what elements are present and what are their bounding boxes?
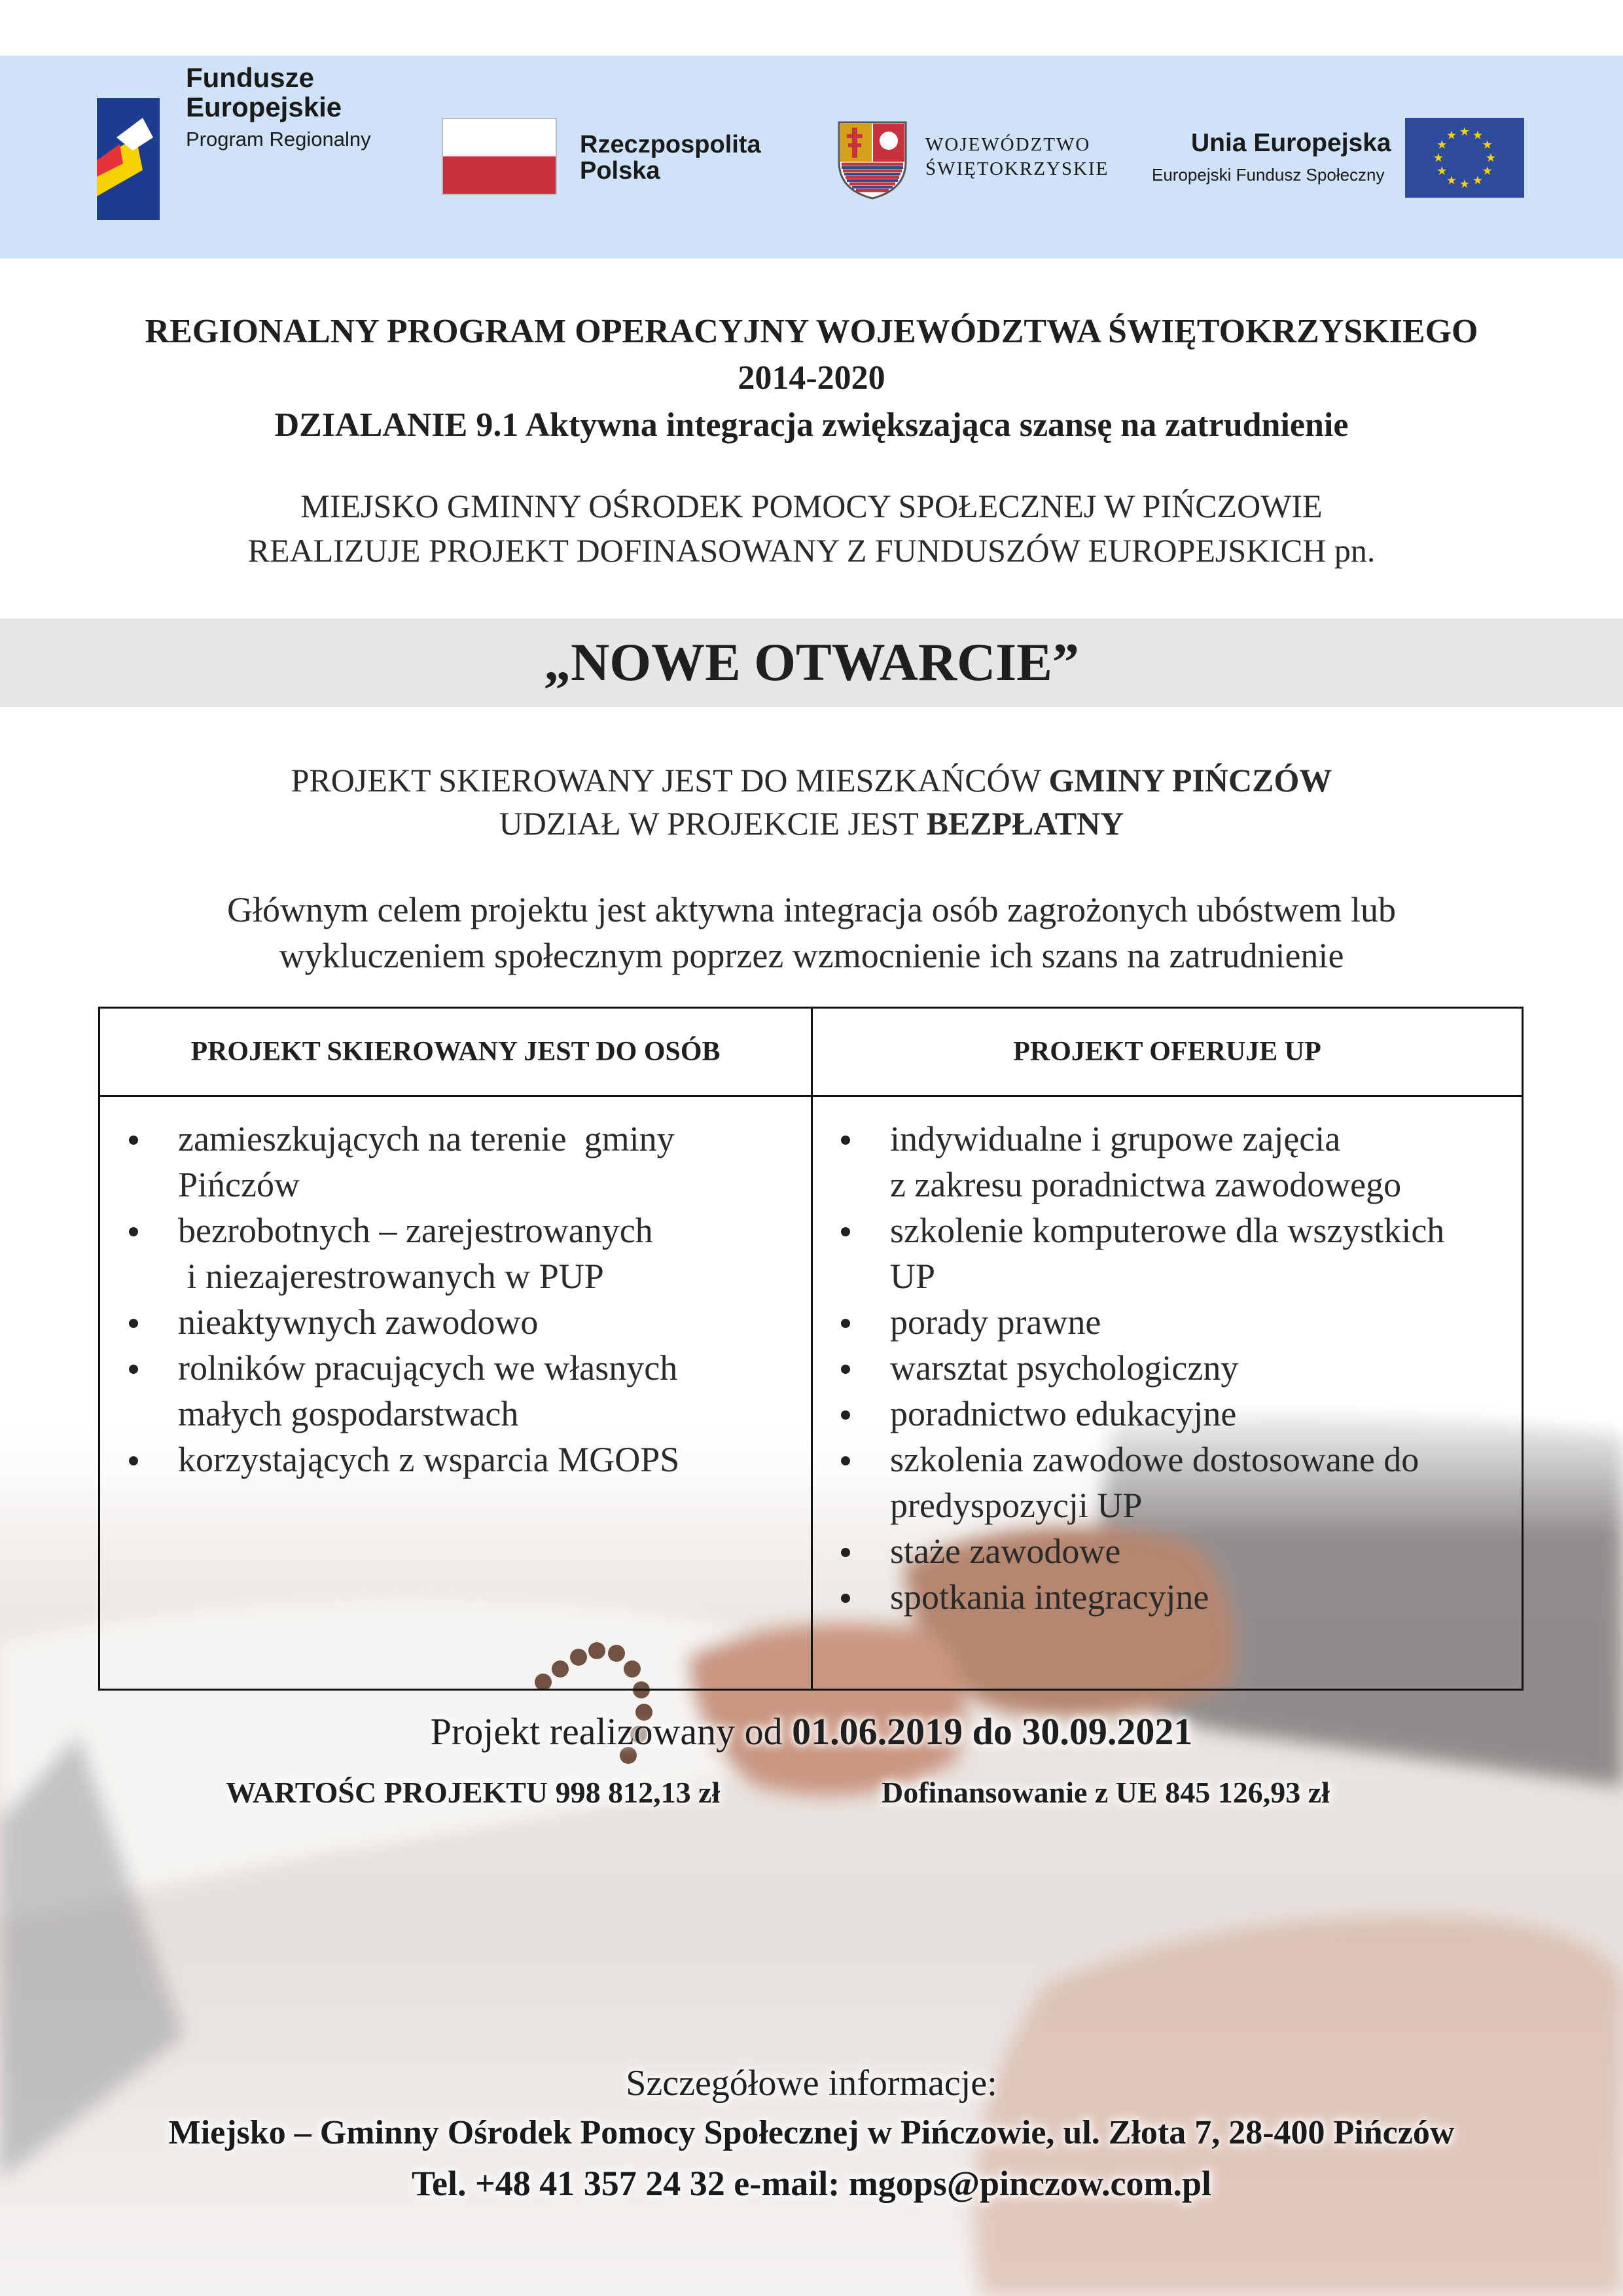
offer-item: [810, 1345, 1444, 1391]
period-dates: 01.06.2019 do 30.09.2021: [792, 1710, 1193, 1753]
intro-line1: [0, 761, 1623, 799]
swietokrzyskie-coat-of-arms-icon: [838, 121, 907, 200]
target-group-item: [98, 1299, 679, 1345]
offer-item: [810, 1299, 1444, 1345]
wojewodztwo-line1: WOJEWÓDZTWO: [925, 134, 1091, 155]
eu-star-icon: ★: [1433, 151, 1444, 164]
fundusze-line3: Program Regionalny: [186, 128, 371, 151]
offer-item: [810, 1116, 1444, 1208]
offer-item: [810, 1391, 1444, 1437]
offer-list: [810, 1116, 1444, 1620]
info-title: Szczegółowe informacje:: [626, 2063, 997, 2104]
intro-line2-text: UDZIAŁ W PROJEKCIE JEST: [499, 805, 927, 842]
offer-item: [810, 1437, 1444, 1528]
org-line1: MIEJSKO GMINNY OŚRODEK POMOCY SPOŁECZNEJ W PIŃCZOWIE: [300, 488, 1323, 524]
program-title: REGIONALNY PROGRAM OPERACYJNY WOJEWÓDZTWA ŚWIĘTOKRZYSKIEGO: [145, 313, 1478, 350]
target-group-item-line: zamieszkujących na terenie gminy: [178, 1119, 675, 1158]
offer-item-line: predyspozycji UP: [890, 1486, 1143, 1525]
eu-star-icon: ★: [1485, 151, 1497, 164]
eu-cofinancing: Dofinansowanie z UE 845 126,93 zł: [882, 1776, 1330, 1809]
offer-item-line: porady prawne: [890, 1302, 1101, 1342]
project-name: „NOWE OTWARCIE”: [544, 632, 1079, 692]
offer-item: [810, 1528, 1444, 1574]
offer-item-line: UP: [890, 1257, 936, 1296]
period-label: Projekt realizowany od: [430, 1710, 793, 1753]
eu-star-icon: ★: [1446, 128, 1457, 142]
goal-line1: Głównym celem projektu jest aktywna integracja osób zagrożonych ubóstwem lub: [226, 890, 1396, 929]
target-group-item-line: rolników pracujących we własnych: [178, 1348, 678, 1388]
unia-line2: Europejski Fundusz Społeczny: [1152, 165, 1385, 185]
rzeczpospolita-line2: Polska: [580, 157, 660, 185]
project-period: [0, 1710, 1623, 1754]
target-group-item-line: i niezajerestrowanych w PUP: [178, 1257, 604, 1296]
offer-item-line: z zakresu poradnictwa zawodowego: [890, 1165, 1402, 1204]
org-line2: REALIZUJE PROJEKT DOFINASOWANY Z FUNDUSZÓW EUROPEJSKICH pn.: [247, 532, 1376, 569]
offer-item-line: staże zawodowe: [890, 1532, 1121, 1571]
eu-star-icon: ★: [1482, 138, 1493, 151]
offer-item: [810, 1208, 1444, 1299]
polish-flag-icon: [442, 118, 557, 195]
offer-item-line: spotkania integracyjne: [890, 1577, 1209, 1617]
info-contact: Tel. +48 41 357 24 32 e-mail: mgops@pinczow.com.pl: [412, 2164, 1211, 2203]
intro-line1-bold: GMINY PIŃCZÓW: [1048, 762, 1332, 798]
rzeczpospolita-line1: Rzeczpospolita: [580, 131, 761, 158]
intro-line2-bold: BEZPŁATNY: [926, 805, 1124, 842]
info-address: Miejsko – Gminny Ośrodek Pomocy Społecznej w Pińczowie, ul. Złota 7, 28-400 Pińczów: [168, 2114, 1455, 2151]
target-group-list: [98, 1116, 679, 1482]
header-divider: [100, 1095, 1522, 1097]
project-value: WARTOŚC PROJEKTU 998 812,13 zł: [226, 1776, 721, 1809]
target-group-item-line: Pińczów: [178, 1165, 300, 1204]
target-group-item-line: korzystających z wsparcia MGOPS: [178, 1440, 680, 1479]
target-group-item: [98, 1437, 679, 1482]
eu-star-icon: ★: [1472, 173, 1484, 187]
offer-item-line: szkolenia zawodowe dostosowane do: [890, 1440, 1419, 1479]
eu-star-icon: ★: [1446, 173, 1457, 187]
offer-item-line: poradnictwo edukacyjne: [890, 1394, 1237, 1433]
target-group-item-line: nieaktywnych zawodowo: [178, 1302, 539, 1342]
fundusze-europejskie-logo-icon: [97, 98, 160, 220]
intro-line2: [0, 804, 1623, 842]
offer-item-line: indywidualne i grupowe zajęcia: [890, 1119, 1341, 1158]
target-group-item: [98, 1116, 679, 1208]
target-group-item: [98, 1345, 679, 1437]
target-group-item-line: bezrobotnych – zarejestrowanych: [178, 1211, 653, 1250]
wojewodztwo-line2: ŚWIĘTOKRZYSKIE: [925, 158, 1109, 179]
eu-star-icon: ★: [1436, 138, 1448, 151]
eu-star-icon: ★: [1472, 128, 1484, 142]
goal-line2: wykluczeniem społecznym poprzez wzmocnienie ich szans na zatrudnienie: [279, 936, 1344, 975]
eu-flag-icon: [1405, 118, 1524, 198]
offer-item-line: warsztat psychologiczny: [890, 1348, 1239, 1388]
target-group-item: [98, 1208, 679, 1299]
eu-star-icon: ★: [1482, 164, 1493, 177]
table-header-offer: PROJEKT OFERUJE UP: [1013, 1037, 1321, 1067]
unia-line1: Unia Europejska: [1191, 129, 1391, 157]
target-group-item-line: małych gospodarstwach: [178, 1394, 519, 1433]
eu-star-icon: ★: [1436, 164, 1448, 177]
intro-line1-text: PROJEKT SKIEROWANY JEST DO MIESZKAŃCÓW: [291, 762, 1049, 798]
fundusze-line1: Fundusze: [186, 62, 314, 93]
eu-star-icon: ★: [1459, 177, 1471, 190]
fundusze-line2: Europejskie: [186, 92, 342, 122]
action-title: DZIALANIE 9.1 Aktywna integracja zwiększająca szansę na zatrudnienie: [274, 406, 1349, 444]
table-header-target-group: PROJEKT SKIEROWANY JEST DO OSÓB: [190, 1037, 721, 1067]
offer-item-line: szkolenie komputerowe dla wszystkich: [890, 1211, 1445, 1250]
program-years: 2014-2020: [738, 359, 885, 397]
eu-star-icon: ★: [1459, 125, 1471, 138]
offer-item: [810, 1574, 1444, 1620]
